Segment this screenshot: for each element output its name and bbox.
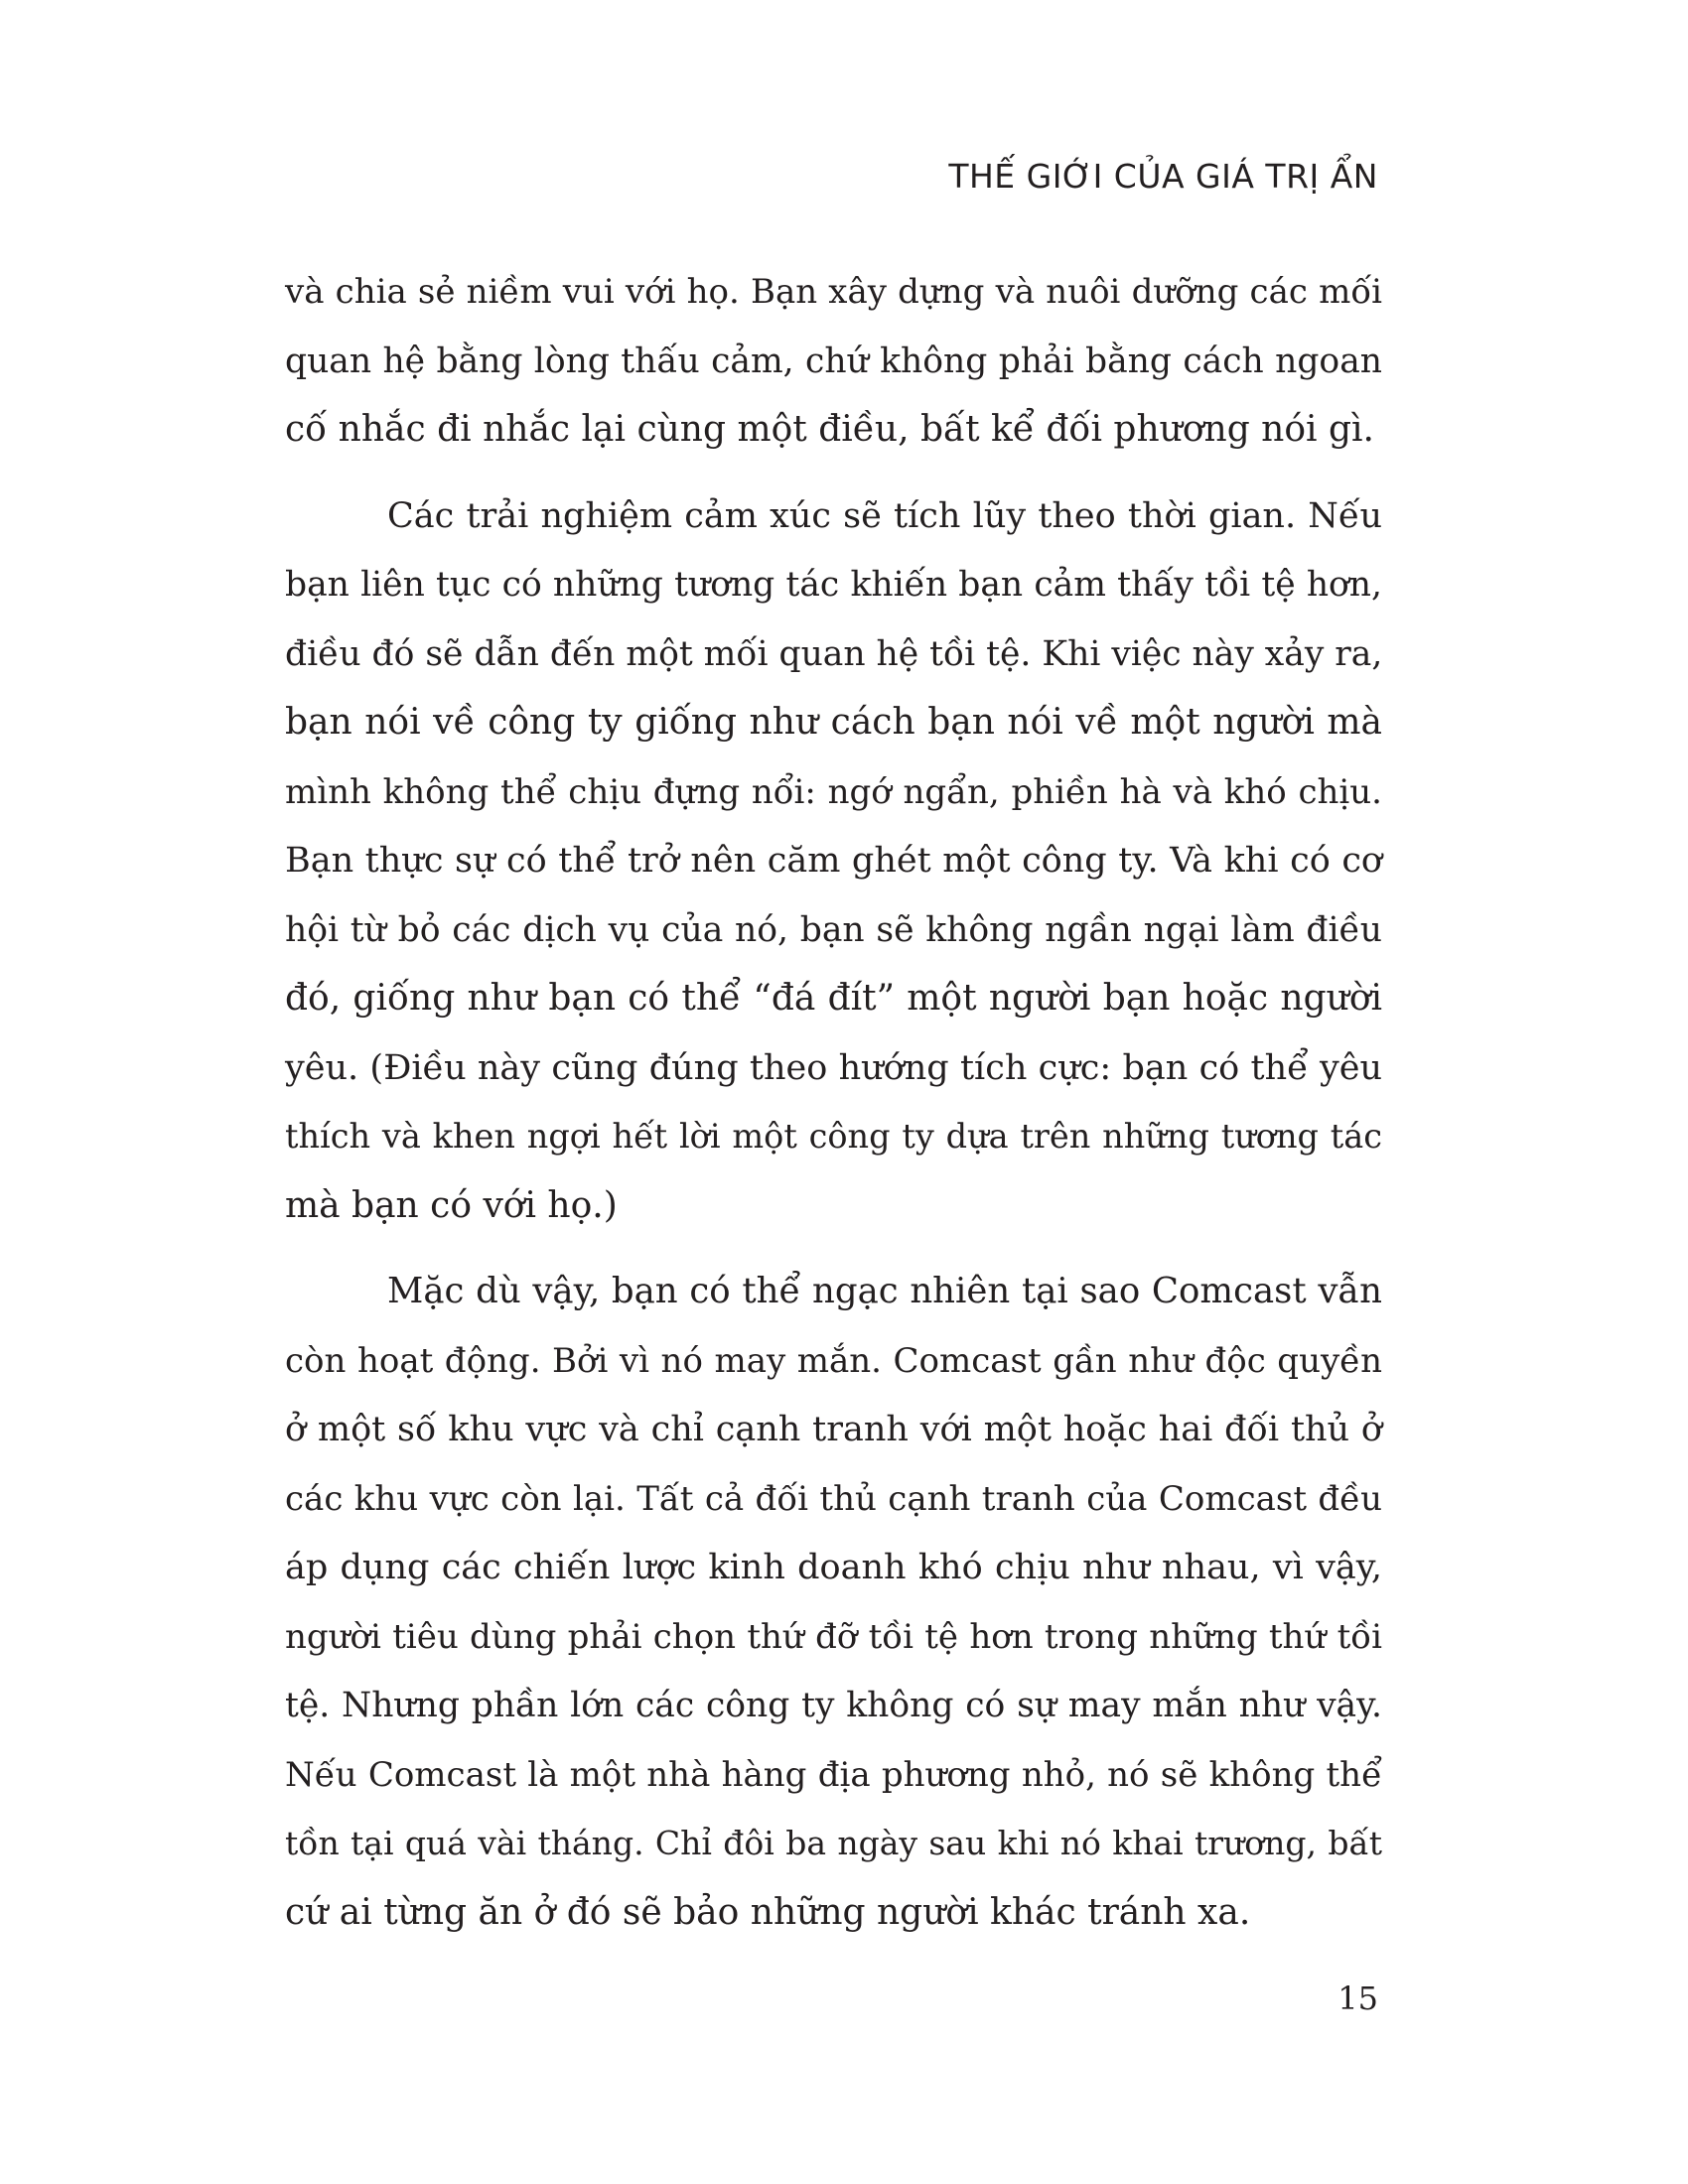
- body-text-line: bạn liên tục có những tương tác khiến bạn cảm thấy tồi tệ hơn,: [285, 565, 1382, 605]
- body-text-line: Bạn thực sự có thể trở nên căm ghét một công ty. Và khi có cơ: [285, 841, 1382, 881]
- body-text-line: người tiêu dùng phải chọn thứ đỡ tồi tệ hơn trong những thứ tồi: [285, 1617, 1382, 1657]
- body-text-line: Các trải nghiệm cảm xúc sẽ tích lũy theo thời gian. Nếu: [387, 496, 1382, 536]
- body-text-line: và chia sẻ niềm vui với họ. Bạn xây dựng và nuôi dưỡng các mối: [285, 272, 1382, 312]
- body-text-line: cố nhắc đi nhắc lại cùng một điều, bất kể đối phương nói gì.: [285, 409, 1374, 450]
- body-text-line: còn hoạt động. Bởi vì nó may mắn. Comcast gần như độc quyền: [285, 1341, 1382, 1381]
- body-text-line: ở một số khu vực và chỉ cạnh tranh với một hoặc hai đối thủ ở: [285, 1410, 1382, 1449]
- body-text-line: các khu vực còn lại. Tất cả đối thủ cạnh tranh của Comcast đều: [285, 1479, 1382, 1519]
- body-text-line: tệ. Nhưng phần lớn các công ty không có sự may mắn như vậy.: [285, 1686, 1382, 1725]
- body-text-line: điều đó sẽ dẫn đến một mối quan hệ tồi tệ. Khi việc này xảy ra,: [285, 634, 1383, 674]
- body-text-line: tồn tại quá vài tháng. Chỉ đôi ba ngày sau khi nó khai trương, bất: [285, 1824, 1382, 1862]
- body-text-line: đó, giống như bạn có thể “đá đít” một người bạn hoặc người: [285, 978, 1382, 1019]
- body-text-line: bạn nói về công ty giống như cách bạn nói về một người mà: [285, 702, 1382, 743]
- body-text-line: áp dụng các chiến lược kinh doanh khó chịu như nhau, vì vậy,: [285, 1548, 1382, 1587]
- body-text-line: thích và khen ngợi hết lời một công ty dựa trên những tương tác: [285, 1117, 1382, 1156]
- body-text-line: mà bạn có với họ.): [285, 1185, 618, 1226]
- running-header: THẾ GIỚI CỦA GIÁ TRỊ ẨN: [948, 157, 1378, 196]
- page-number: 15: [1337, 1979, 1378, 2017]
- body-text-line: Nếu Comcast là một nhà hàng địa phương nhỏ, nó sẽ không thể: [285, 1755, 1382, 1795]
- body-text-line: quan hệ bằng lòng thấu cảm, chứ không phải bằng cách ngoan: [285, 341, 1382, 381]
- body-text-line: hội từ bỏ các dịch vụ của nó, bạn sẽ không ngần ngại làm điều: [285, 910, 1382, 950]
- body-text-line: mình không thể chịu đựng nổi: ngớ ngẩn, phiền hà và khó chịu.: [285, 772, 1382, 812]
- body-text-line: yêu. (Điều này cũng đúng theo hướng tích cực: bạn có thể yêu: [285, 1048, 1382, 1088]
- body-text-line: cứ ai từng ăn ở đó sẽ bảo những người khác tránh xa.: [285, 1892, 1251, 1933]
- body-text-line: Mặc dù vậy, bạn có thể ngạc nhiên tại sao Comcast vẫn: [387, 1271, 1382, 1311]
